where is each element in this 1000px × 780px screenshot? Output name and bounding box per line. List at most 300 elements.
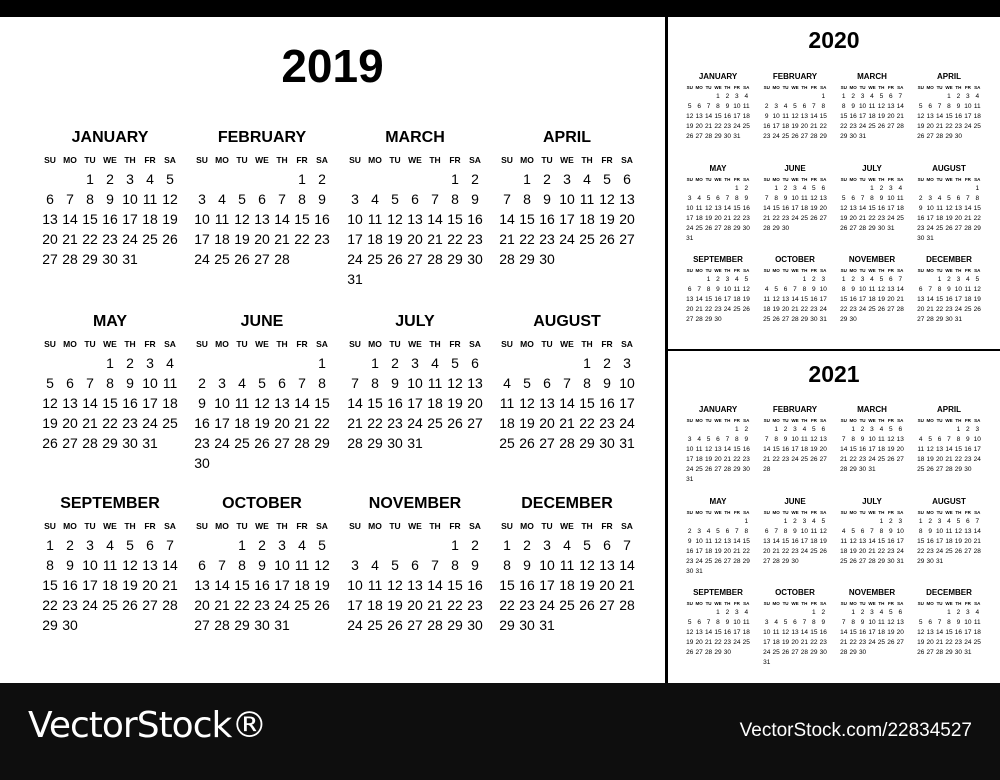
weekday-label: MO	[520, 521, 534, 531]
day-number: 15	[819, 113, 827, 120]
day-number: 25	[102, 597, 118, 613]
day-number: 30	[954, 649, 963, 656]
month-name: SEPTEMBER	[693, 255, 743, 264]
day-number: 18	[367, 231, 383, 247]
day-number: 4	[146, 171, 154, 187]
weekday-label: SA	[820, 418, 827, 423]
day-number: 1	[451, 171, 459, 187]
day-number: 20	[849, 215, 857, 222]
day-number: 21	[763, 456, 771, 463]
day-number: 22	[772, 215, 780, 222]
day-number: 1	[451, 537, 459, 553]
day-number: 29	[849, 466, 857, 473]
day-number: 29	[945, 649, 953, 656]
day-number: 6	[821, 185, 826, 192]
day-number: 26	[973, 306, 981, 313]
weekday-label: MO	[695, 268, 703, 273]
day-number: 12	[973, 286, 981, 293]
empty-cell	[497, 353, 517, 373]
day-number: 20	[42, 231, 58, 247]
day-number: 6	[783, 286, 788, 293]
month-october	[762, 586, 828, 668]
day-number: 28	[868, 558, 876, 565]
day-number: 5	[879, 276, 884, 283]
day-number: 22	[367, 415, 383, 431]
day-number: 18	[559, 577, 575, 593]
day-number: 12	[387, 577, 403, 593]
weekday-label: WE	[408, 521, 422, 531]
month-name: APRIL	[937, 405, 961, 414]
month-name: APRIL	[937, 72, 961, 81]
day-number: 27	[695, 133, 703, 140]
empty-cell	[723, 425, 732, 435]
day-number: 3	[774, 103, 778, 110]
weekday-label: TU	[782, 268, 789, 273]
day-number: 7	[623, 537, 631, 553]
day-number: 26	[877, 306, 886, 313]
empty-cell	[405, 169, 425, 189]
day-number: 22	[849, 639, 857, 646]
day-number: 13	[142, 557, 158, 573]
day-number: 28	[733, 558, 741, 565]
day-number: 29	[840, 316, 848, 323]
empty-cell	[40, 169, 60, 189]
empty-cell	[771, 608, 780, 618]
day-number: 14	[695, 296, 703, 303]
weekday-label: TH	[955, 601, 962, 606]
day-number: 9	[860, 619, 865, 626]
day-number: 22	[810, 639, 818, 646]
weekday-label: SA	[820, 177, 827, 182]
empty-cell	[762, 517, 771, 527]
day-number: 21	[347, 415, 363, 431]
day-number: 8	[716, 103, 720, 110]
weekday-label: TU	[859, 85, 866, 90]
day-number: 19	[819, 538, 827, 545]
day-number: 8	[735, 436, 739, 443]
day-number: 27	[887, 123, 895, 130]
month-june	[762, 495, 828, 567]
day-grid	[916, 600, 982, 658]
day-number: 18	[877, 446, 886, 453]
month-name: SEPTEMBER	[693, 588, 743, 597]
empty-cell	[790, 92, 799, 102]
day-number: 30	[122, 435, 138, 451]
day-number: 12	[877, 103, 886, 110]
weekday-label: TU	[84, 339, 96, 349]
day-number: 3	[563, 171, 571, 187]
day-number: 27	[695, 649, 703, 656]
day-number: 14	[274, 211, 290, 227]
day-number: 17	[733, 629, 741, 636]
day-number: 19	[254, 415, 270, 431]
weekday-label: WE	[868, 268, 876, 273]
day-number: 3	[793, 185, 797, 192]
day-grid	[916, 417, 982, 475]
day-number: 2	[956, 93, 961, 100]
day-number: 1	[735, 426, 739, 433]
day-number: 25	[367, 617, 383, 633]
month-august	[916, 162, 982, 244]
day-number: 4	[879, 609, 884, 616]
month-october	[762, 253, 828, 325]
day-number: 3	[956, 276, 961, 283]
day-number: 25	[294, 597, 310, 613]
day-number: 10	[194, 211, 210, 227]
day-number: 2	[198, 375, 206, 391]
day-number: 21	[559, 415, 575, 431]
day-number: 29	[772, 225, 780, 232]
day-number: 5	[918, 619, 923, 626]
weekday-label: WE	[945, 418, 953, 423]
day-number: 4	[812, 518, 816, 525]
weekday-label: SU	[763, 510, 770, 515]
day-number: 14	[723, 205, 732, 212]
month-march	[839, 70, 905, 142]
month-name: OCTOBER	[775, 588, 815, 597]
empty-cell	[771, 275, 780, 285]
day-number: 3	[687, 195, 692, 202]
month-november	[839, 586, 905, 658]
day-grid	[916, 84, 982, 142]
day-number: 19	[973, 296, 981, 303]
day-number: 8	[46, 557, 54, 573]
weekday-label: SU	[44, 521, 56, 531]
weekday-label: TU	[705, 510, 712, 515]
day-number: 11	[733, 286, 741, 293]
day-number: 21	[723, 456, 732, 463]
empty-cell	[365, 169, 385, 189]
day-number: 18	[695, 215, 703, 222]
weekday-label: TH	[429, 521, 441, 531]
day-grid	[762, 417, 828, 475]
day-number: 16	[742, 205, 750, 212]
day-number: 16	[723, 629, 732, 636]
day-number: 19	[917, 639, 925, 646]
weekday-label: SA	[469, 155, 481, 165]
day-number: 22	[877, 548, 886, 555]
month-february	[762, 403, 828, 475]
day-number: 25	[214, 251, 230, 267]
weekday-label: SA	[897, 268, 904, 273]
day-number: 4	[744, 609, 749, 616]
day-number: 10	[733, 619, 741, 626]
day-number: 1	[298, 171, 306, 187]
day-number: 28	[926, 316, 934, 323]
weekday-label: FR	[964, 510, 971, 515]
month-name: APRIL	[543, 129, 591, 146]
day-number: 31	[695, 568, 703, 575]
weekday-label: WE	[714, 268, 722, 273]
day-number: 28	[935, 133, 944, 140]
day-number: 21	[772, 548, 780, 555]
day-number: 13	[539, 395, 555, 411]
weekday-label: WE	[868, 177, 876, 182]
day-number: 4	[841, 528, 846, 535]
day-number: 17	[407, 395, 423, 411]
weekday-label: WE	[560, 339, 574, 349]
day-number: 5	[783, 619, 788, 626]
day-grid	[40, 517, 180, 635]
day-number: 8	[238, 557, 246, 573]
day-number: 3	[278, 537, 286, 553]
empty-cell	[345, 535, 365, 555]
day-number: 22	[294, 231, 310, 247]
weekday-label: TU	[782, 177, 789, 182]
weekday-label: MO	[772, 85, 780, 90]
weekday-label: WE	[791, 268, 799, 273]
day-number: 16	[539, 211, 555, 227]
weekday-label: SA	[164, 339, 176, 349]
day-number: 5	[956, 518, 961, 525]
empty-cell	[272, 169, 292, 189]
day-number: 20	[935, 456, 944, 463]
day-grid	[685, 267, 751, 325]
day-number: 28	[840, 649, 848, 656]
day-number: 18	[499, 415, 515, 431]
month-name: NOVEMBER	[848, 588, 896, 597]
day-number: 7	[764, 195, 769, 202]
day-grid	[685, 509, 751, 577]
weekday-label: SA	[974, 85, 981, 90]
day-number: 28	[214, 617, 230, 633]
day-number: 20	[887, 296, 895, 303]
weekday-label: FR	[296, 521, 308, 531]
day-number: 13	[714, 446, 722, 453]
day-number: 19	[314, 577, 330, 593]
weekday-label: SA	[743, 268, 750, 273]
day-number: 11	[801, 436, 808, 443]
day-number: 26	[742, 306, 750, 313]
weekday-label: TU	[389, 521, 401, 531]
day-number: 29	[781, 558, 790, 565]
day-number: 19	[387, 231, 403, 247]
weekday-label: MO	[849, 510, 857, 515]
day-number: 28	[704, 649, 713, 656]
day-number: 13	[819, 195, 827, 202]
weekday-label: MO	[520, 155, 534, 165]
day-number: 7	[298, 375, 306, 391]
day-number: 8	[870, 195, 874, 202]
day-number: 14	[619, 557, 635, 573]
day-number: 26	[122, 597, 138, 613]
day-grid	[497, 335, 637, 453]
day-number: 18	[772, 639, 780, 646]
day-number: 4	[966, 276, 970, 283]
day-number: 25	[579, 231, 595, 247]
day-number: 8	[774, 195, 778, 202]
weekday-label: TH	[724, 85, 731, 90]
day-number: 8	[947, 619, 951, 626]
day-number: 27	[723, 558, 732, 565]
day-number: 12	[810, 195, 818, 202]
day-number: 19	[877, 113, 886, 120]
day-number: 23	[858, 639, 867, 646]
day-number: 6	[603, 537, 611, 553]
day-number: 27	[619, 231, 635, 247]
day-number: 25	[973, 639, 981, 646]
day-number: 2	[812, 276, 816, 283]
day-number: 27	[714, 225, 722, 232]
day-number: 16	[954, 113, 963, 120]
day-number: 7	[563, 375, 571, 391]
day-number: 28	[810, 133, 818, 140]
day-number: 18	[102, 577, 118, 593]
day-number: 26	[954, 548, 963, 555]
day-number: 27	[917, 316, 925, 323]
day-number: 16	[102, 211, 118, 227]
day-number: 23	[964, 456, 972, 463]
day-number: 1	[774, 426, 778, 433]
day-number: 26	[849, 558, 857, 565]
empty-cell	[858, 517, 867, 527]
empty-cell	[916, 184, 925, 194]
day-number: 22	[954, 456, 963, 463]
day-number: 29	[733, 466, 741, 473]
day-number: 21	[214, 597, 230, 613]
weekday-label: SU	[686, 510, 693, 515]
day-number: 22	[42, 597, 58, 613]
weekday-label: SU	[917, 510, 924, 515]
weekday-label: TU	[389, 339, 401, 349]
weekday-label: SA	[164, 155, 176, 165]
weekday-label: SU	[501, 521, 513, 531]
weekday-label: FR	[810, 418, 817, 423]
day-number: 15	[917, 538, 925, 545]
day-number: 6	[889, 93, 893, 100]
day-number: 9	[318, 191, 326, 207]
month-april	[497, 125, 637, 269]
day-number: 25	[781, 133, 790, 140]
day-number: 13	[42, 211, 58, 227]
day-number: 27	[194, 617, 210, 633]
weekday-label: SA	[820, 601, 827, 606]
day-number: 7	[764, 436, 769, 443]
day-number: 17	[858, 296, 867, 303]
day-number: 13	[407, 211, 423, 227]
day-number: 9	[860, 436, 865, 443]
day-number: 12	[772, 296, 780, 303]
day-number: 20	[954, 215, 963, 222]
weekday-label: SA	[897, 418, 904, 423]
day-number: 13	[781, 296, 790, 303]
day-number: 11	[878, 619, 885, 626]
day-grid	[685, 417, 751, 485]
day-grid	[762, 267, 828, 325]
year-title: 2021	[808, 361, 860, 387]
day-number: 24	[887, 215, 895, 222]
weekday-label: WE	[103, 339, 117, 349]
weekday-label: SA	[974, 268, 981, 273]
day-number: 3	[821, 276, 826, 283]
day-number: 12	[447, 375, 463, 391]
day-number: 1	[841, 276, 846, 283]
day-number: 20	[539, 415, 555, 431]
day-number: 26	[714, 558, 722, 565]
day-number: 14	[162, 557, 178, 573]
weekday-label: SU	[840, 268, 847, 273]
weekday-label: SA	[743, 510, 750, 515]
empty-cell	[252, 169, 272, 189]
day-number: 7	[431, 557, 439, 573]
weekday-label: FR	[887, 85, 894, 90]
day-number: 12	[686, 629, 694, 636]
day-number: 21	[723, 215, 732, 222]
watermark-brand: VectorStock®	[28, 705, 267, 746]
empty-cell	[963, 184, 972, 194]
day-number: 7	[697, 286, 701, 293]
day-number: 11	[878, 436, 885, 443]
day-number: 18	[917, 456, 925, 463]
weekday-label: TH	[429, 155, 441, 165]
weekday-label: SA	[469, 521, 481, 531]
day-number: 1	[841, 93, 846, 100]
day-number: 6	[697, 103, 701, 110]
day-number: 3	[697, 528, 701, 535]
day-number: 10	[347, 577, 363, 593]
day-number: 29	[367, 435, 383, 451]
day-number: 11	[559, 557, 575, 573]
day-number: 3	[543, 537, 551, 553]
day-number: 8	[918, 528, 923, 535]
weekday-label: SU	[349, 521, 361, 531]
day-number: 14	[840, 629, 848, 636]
day-grid	[40, 151, 180, 269]
day-number: 24	[926, 225, 934, 232]
day-number: 14	[427, 577, 443, 593]
day-number: 30	[467, 251, 483, 267]
day-number: 9	[603, 375, 611, 391]
day-grid	[192, 335, 332, 473]
day-number: 5	[238, 191, 246, 207]
day-number: 12	[877, 286, 886, 293]
day-number: 31	[539, 617, 555, 633]
day-number: 31	[868, 466, 876, 473]
day-number: 26	[42, 435, 58, 451]
day-number: 9	[928, 528, 932, 535]
watermark-image-id: VectorStock.com/22834527	[739, 720, 972, 741]
month-february	[762, 70, 828, 142]
day-number: 29	[810, 649, 818, 656]
day-number: 22	[781, 548, 790, 555]
weekday-label: TU	[782, 601, 789, 606]
day-number: 28	[945, 466, 953, 473]
day-number: 12	[162, 191, 178, 207]
day-number: 1	[106, 355, 114, 371]
day-number: 24	[896, 548, 904, 555]
empty-cell	[858, 184, 867, 194]
day-number: 3	[975, 426, 980, 433]
day-number: 27	[887, 306, 895, 313]
day-number: 20	[858, 548, 867, 555]
day-number: 14	[62, 211, 78, 227]
day-number: 7	[975, 518, 980, 525]
day-number: 6	[918, 286, 923, 293]
day-number: 15	[810, 629, 818, 636]
day-number: 27	[274, 435, 290, 451]
day-number: 31	[274, 617, 290, 633]
empty-cell	[867, 517, 876, 527]
weekday-label: SU	[917, 418, 924, 423]
day-number: 30	[877, 225, 886, 232]
weekday-label: MO	[926, 418, 934, 423]
day-number: 30	[742, 466, 750, 473]
day-number: 25	[742, 123, 750, 130]
day-number: 15	[704, 296, 713, 303]
day-number: 3	[218, 375, 226, 391]
day-number: 15	[935, 296, 944, 303]
day-number: 30	[254, 617, 270, 633]
